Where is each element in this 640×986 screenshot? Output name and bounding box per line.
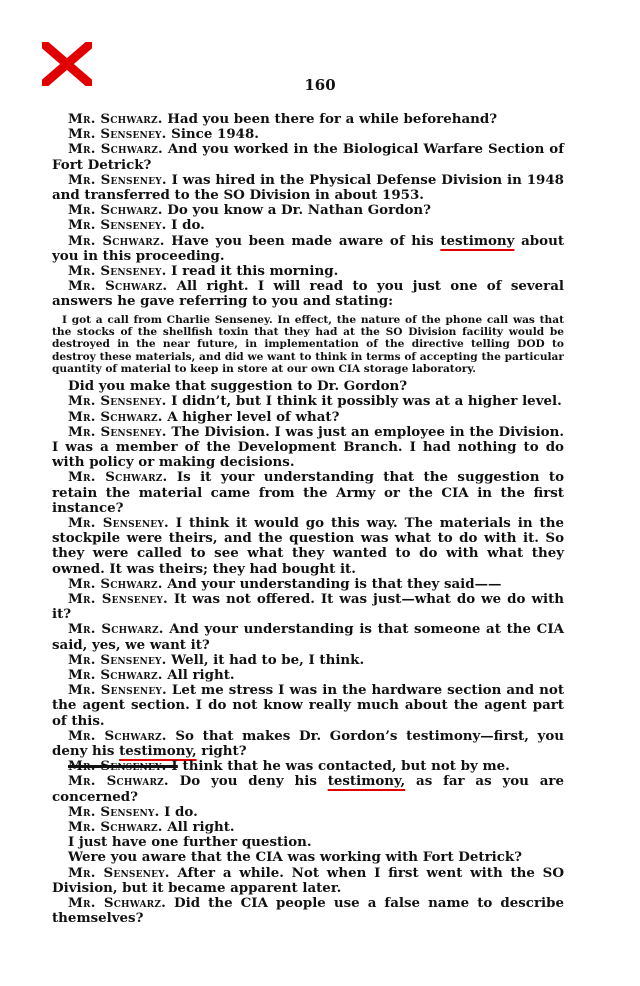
- paragraph: [52, 668, 564, 683]
- paragraph: [52, 805, 564, 820]
- speech: I do.: [166, 217, 205, 234]
- paragraph: [52, 470, 564, 516]
- paragraph: Did you make that suggestion to Dr. Gordon?: [68, 378, 408, 395]
- paragraph: [52, 142, 564, 172]
- paragraph: [52, 729, 564, 759]
- speech: I was hired in the Physical Defense Division in 1948 and transferred to the SO Division in about 1953.: [52, 171, 564, 204]
- speaker: Mr. Senseney.: [68, 171, 167, 188]
- speech: And you worked in the Biological Warfare Section of Fort Detrick?: [52, 141, 564, 173]
- speech: So that makes Dr. Gordon’s testimony—first, you deny his: [52, 727, 564, 759]
- speech: Have you been made aware of his: [164, 232, 441, 249]
- paragraph: [52, 866, 564, 896]
- speech: I didn’t, but I think it possibly was at a higher level.: [166, 393, 562, 410]
- speaker: Mr. Schwarz.: [68, 232, 165, 249]
- paragraph: [52, 516, 564, 577]
- speaker: Mr. Schwarz.: [68, 819, 163, 836]
- speaker: Mr. Schwarz.: [68, 621, 164, 638]
- speaker: Mr. Schwarz.: [68, 727, 167, 744]
- speech: All right.: [162, 666, 235, 683]
- speech: as far as you are concerned?: [52, 773, 564, 805]
- speaker: Mr. Schwarz.: [68, 141, 163, 158]
- speaker: Mr. Schwarz.: [68, 278, 168, 295]
- speaker: Mr. Schwarz.: [68, 895, 166, 912]
- speech: Had you been there for a while beforehand?: [162, 111, 498, 127]
- speech: The Division. I was just an employee in the Division. I was a member of the Development Branch. I had nothing to do with policy or making decisions.: [52, 423, 565, 471]
- speaker: Mr. Senseney.: [68, 514, 169, 531]
- speech: Since 1948.: [166, 126, 259, 143]
- speaker: Mr. Senseney.: [68, 590, 168, 607]
- paragraph: [52, 203, 564, 218]
- paragraph: [52, 394, 564, 409]
- paragraph: [52, 622, 564, 652]
- paragraph: [52, 896, 564, 926]
- paragraph: [52, 264, 564, 279]
- speaker: Mr. Senseney.: [68, 217, 167, 234]
- struck-speaker: Mr. Senseney. I: [68, 758, 178, 775]
- paragraph: [52, 774, 564, 804]
- speech: Do you know a Dr. Nathan Gordon?: [162, 202, 432, 219]
- paragraph: I just have one further question.: [68, 834, 312, 851]
- speech: Do you deny his: [168, 773, 328, 790]
- paragraph: [52, 218, 564, 233]
- underlined-testimony: testimony: [440, 232, 515, 249]
- paragraph: [52, 592, 564, 622]
- speaker: Mr. Schwarz.: [68, 469, 168, 486]
- speech: And your understanding is that someone at the CIA said, yes, we want it?: [52, 621, 564, 653]
- paragraph: [52, 279, 564, 309]
- speaker: Mr. Senseney.: [68, 682, 167, 699]
- speech: All right.: [162, 819, 235, 836]
- paragraph: [52, 173, 564, 203]
- speaker: Mr. Schwarz.: [68, 773, 169, 790]
- speaker: Mr. Senseney.: [68, 864, 170, 881]
- paragraph: [52, 683, 564, 729]
- speaker: Mr. Schwarz.: [68, 111, 163, 127]
- paragraph: [52, 820, 564, 835]
- speaker: Mr. Schwarz.: [68, 575, 163, 592]
- paragraph: [52, 112, 564, 127]
- paragraph: [52, 410, 564, 425]
- speech: Did the CIA people use a false name to describe themselves?: [52, 895, 564, 927]
- hearing-transcript: [52, 112, 564, 926]
- speech: I read it this morning.: [166, 263, 339, 280]
- paragraph: [52, 653, 564, 668]
- speech: I think it would go this way. The materials in the stockpile were theirs, and the question was what to do with it. So they were called to see what they wanted to do with what they owned. It was theirs; they had bought it.: [52, 514, 564, 577]
- speech: A higher level of what?: [162, 408, 340, 425]
- speaker: Mr. Senseney.: [68, 126, 167, 143]
- speaker: Mr. Senseny.: [68, 803, 160, 820]
- paragraph: [52, 234, 564, 264]
- paragraph: [52, 759, 564, 774]
- paragraph: [52, 127, 564, 142]
- speech: about you in this proceeding.: [52, 232, 565, 264]
- speaker: Mr. Schwarz.: [68, 202, 163, 219]
- paragraph: [52, 577, 564, 592]
- speech: And your understanding is that they said——: [162, 575, 502, 592]
- speech: After a while. Not when I first went with the SO Division, but it became apparent later.: [52, 864, 564, 896]
- speech: It was not offered. It was just—what do we do with it?: [52, 590, 564, 623]
- speaker: Mr. Senseney.: [68, 651, 167, 668]
- speaker: Mr. Senseney.: [68, 423, 167, 440]
- speech: All right. I will read to you just one of several answers he gave referring to you and stating:: [52, 278, 564, 310]
- page-number: 160: [304, 76, 336, 94]
- speech: Well, it had to be, I think.: [166, 651, 365, 668]
- quoted-testimony: I got a call from Charlie Senseney. In effect, the nature of the phone call was that the stocks of the shellfish toxin that they had at the SO Division facility would be destroyed in the near future, in implementation of the directive telling DOD to destroy these materials, and did we want to think in terms of accepting the particular quantity of material to keep in store at our own CIA storage laboratory.: [52, 313, 564, 375]
- speaker: Mr. Senseney.: [68, 393, 167, 410]
- speech: right?: [196, 743, 247, 759]
- speaker: Mr. Schwarz.: [68, 408, 163, 425]
- underlined-testimony: testimony,: [119, 743, 197, 759]
- speech: think that he was contacted, but not by me.: [177, 758, 510, 775]
- paragraph: [52, 425, 564, 471]
- speaker: Mr. Senseney.: [68, 263, 167, 280]
- paragraph: Were you aware that the CIA was working with Fort Detrick?: [68, 849, 523, 866]
- speech: I do.: [159, 803, 198, 820]
- speech: Is it your understanding that the suggestion to retain the material came from the Army or the CIA in the first instance?: [52, 469, 565, 516]
- speech: Let me stress I was in the hardware section and not the agent section. I do not know really much about the agent part of this.: [52, 682, 565, 729]
- underlined-testimony: testimony,: [327, 773, 406, 790]
- speaker: Mr. Schwarz.: [68, 666, 163, 683]
